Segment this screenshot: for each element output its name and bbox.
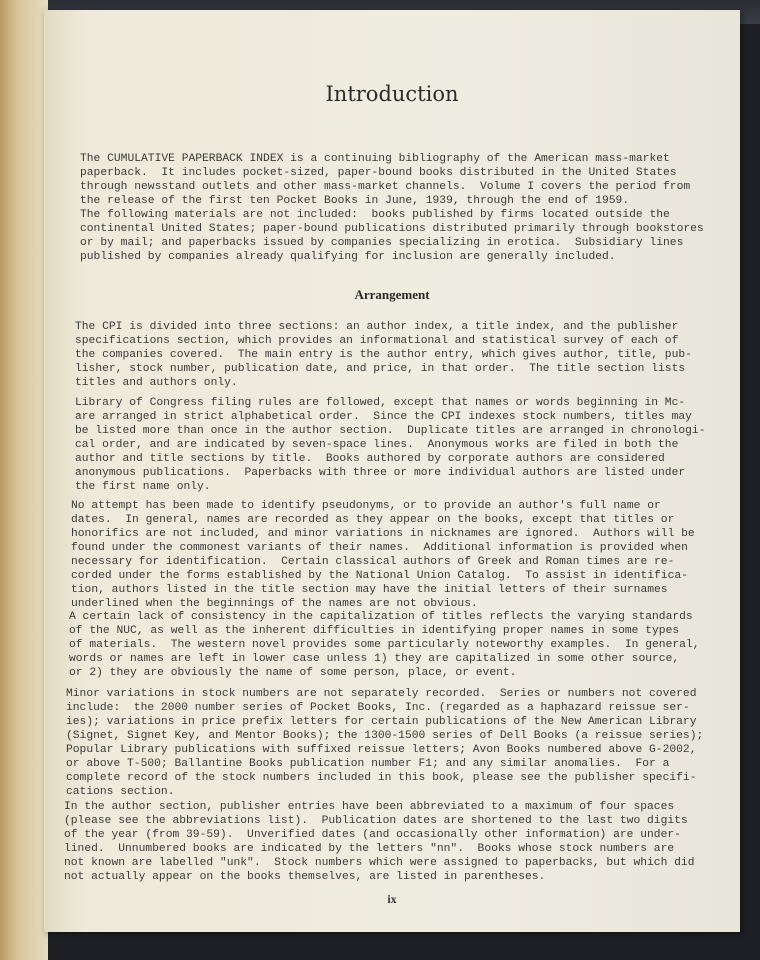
text-line: cations section. (66, 786, 175, 798)
text-line: Minor variations in stock numbers are not separately recorded. Series or numbers not covered (66, 688, 697, 700)
text-line: The CPI is divided into three sections: an author index, a title index, and the publisher (75, 321, 679, 333)
text-line: A certain lack of consistency in the capitalization of titles reflects the varying standards (69, 611, 693, 623)
text-line: necessary for identification. Certain classical authors of Greek and Roman times are re- (71, 556, 675, 568)
text-line: of the NUC, as well as the inherent difficulties in identifying proper names in some types (69, 625, 680, 637)
text-line: found under the commonest variants of their names. Additional information is provided when (71, 542, 688, 554)
text-line: or 2) they are obviously the name of some person, place, or event. (69, 667, 517, 679)
paragraph (75, 320, 692, 390)
paragraph (75, 396, 705, 494)
text-line: the release of the first ten Pocket Books in June, 1939, through the end of 1959. (80, 195, 630, 207)
text-line: of the year (from 39-59). Unverified dates (and occasionally other information) are under- (64, 829, 681, 841)
paragraph (66, 687, 703, 799)
text-line: the companies covered. The main entry is the author entry, which gives author, title, pub- (75, 349, 692, 361)
text-line: or by mail; and paperbacks issued by companies specializing in erotica. Subsidiary lines (80, 237, 684, 249)
text-line: not actually appear on the books themselves, are listed in parentheses. (64, 871, 546, 883)
text-line: titles and authors only. (75, 377, 238, 389)
page-title: Introduction (325, 82, 459, 106)
text-line: include: the 2000 number series of Pocket Books, Inc. (regarded as a haphazard reissue ser- (66, 702, 690, 714)
text-line: are arranged in strict alphabetical order. Since the CPI indexes stock numbers, titles may (75, 411, 692, 423)
text-line: the first name only. (75, 481, 211, 493)
text-line: The CUMULATIVE PAPERBACK INDEX is a continuing bibliography of the American mass-market (80, 153, 670, 165)
text-line: cal order, and are indicated by seven-space lines. Anonymous works are filed in both the (75, 439, 679, 451)
paragraph (80, 208, 704, 264)
text-line: In the author section, publisher entries have been abbreviated to a maximum of four spaces (64, 801, 675, 813)
text-line: of materials. The western novel provides some particularly noteworthy examples. In general, (69, 639, 700, 651)
text-line: tion, authors listed in the title section may have the initial letters of their surnames (71, 584, 668, 596)
text-line: author and title sections by title. Books authored by corporate authors are considered (75, 453, 665, 465)
text-line: dates. In general, names are recorded as they appear on the books, except that titles or (71, 514, 675, 526)
text-line: specifications section, which provides an informational and statistical survey of each of (75, 335, 679, 347)
text-line: or above T-500; Ballantine Books publication number F1; and any similar anomalies. For a (66, 758, 670, 770)
section-heading: Arrangement (354, 287, 430, 302)
paragraph (69, 610, 699, 680)
text-line: anonymous publications. Paperbacks with three or more individual authors are listed under (75, 467, 686, 479)
text-line: Library of Congress filing rules are followed, except that names or words beginning in Mc- (75, 397, 686, 409)
text-line: The following materials are not included: books published by firms located outside the (80, 209, 670, 221)
text-line: words or names are left in lower case unless 1) they are capitalized in some other source, (69, 653, 680, 665)
text-line: continental United States; paper-bound publications distributed primarily through bookstores (80, 223, 704, 235)
text-line: lisher, stock number, publication date, and price, in that order. The title section lists (75, 363, 686, 375)
text-line: through newsstand outlets and other mass-market channels. Volume I covers the period from (80, 181, 691, 193)
page-number: ix (387, 892, 397, 906)
text-line: (please see the abbreviations list). Publication dates are shortened to the last two digits (64, 815, 688, 827)
text-line: complete record of the stock numbers included in this book, please see the publisher specifi- (66, 772, 697, 784)
text-line: paperback. It includes pocket-sized, paper-bound books distributed in the United States (80, 167, 677, 179)
text-line: No attempt has been made to identify pseudonyms, or to provide an author's full name or (71, 500, 661, 512)
book-page (44, 10, 740, 932)
paragraph (80, 152, 690, 208)
text-line: ies); variations in price prefix letters for certain publications of the New American Library (66, 716, 697, 728)
book-edge (0, 0, 48, 960)
text-line: honorifics are not included, and minor variations in nicknames are ignored. Authors will be (71, 528, 695, 540)
text-line: (Signet, Signet Key, and Mentor Books); the 1300-1500 series of Dell Books (a reissue series); (66, 730, 704, 742)
text-line: not known are labelled "unk". Stock numbers which were assigned to paperbacks, but which did (64, 857, 695, 869)
text-line: published by companies already qualifying for inclusion are generally included. (80, 251, 616, 263)
text-line: Popular Library publications with suffixed reissue letters; Avon Books numbered above G-2002, (66, 744, 697, 756)
paragraph (64, 800, 694, 884)
text-line: underlined when the beginnings of the names are not obvious. (71, 598, 478, 610)
text-line: corded under the forms established by the National Union Catalog. To assist in identifica- (71, 570, 688, 582)
paragraph (71, 499, 695, 611)
text-line: be listed more than once in the author section. Duplicate titles are arranged in chronologi- (75, 425, 706, 437)
text-line: lined. Unnumbered books are indicated by the letters "nn". Books whose stock numbers are (64, 843, 675, 855)
